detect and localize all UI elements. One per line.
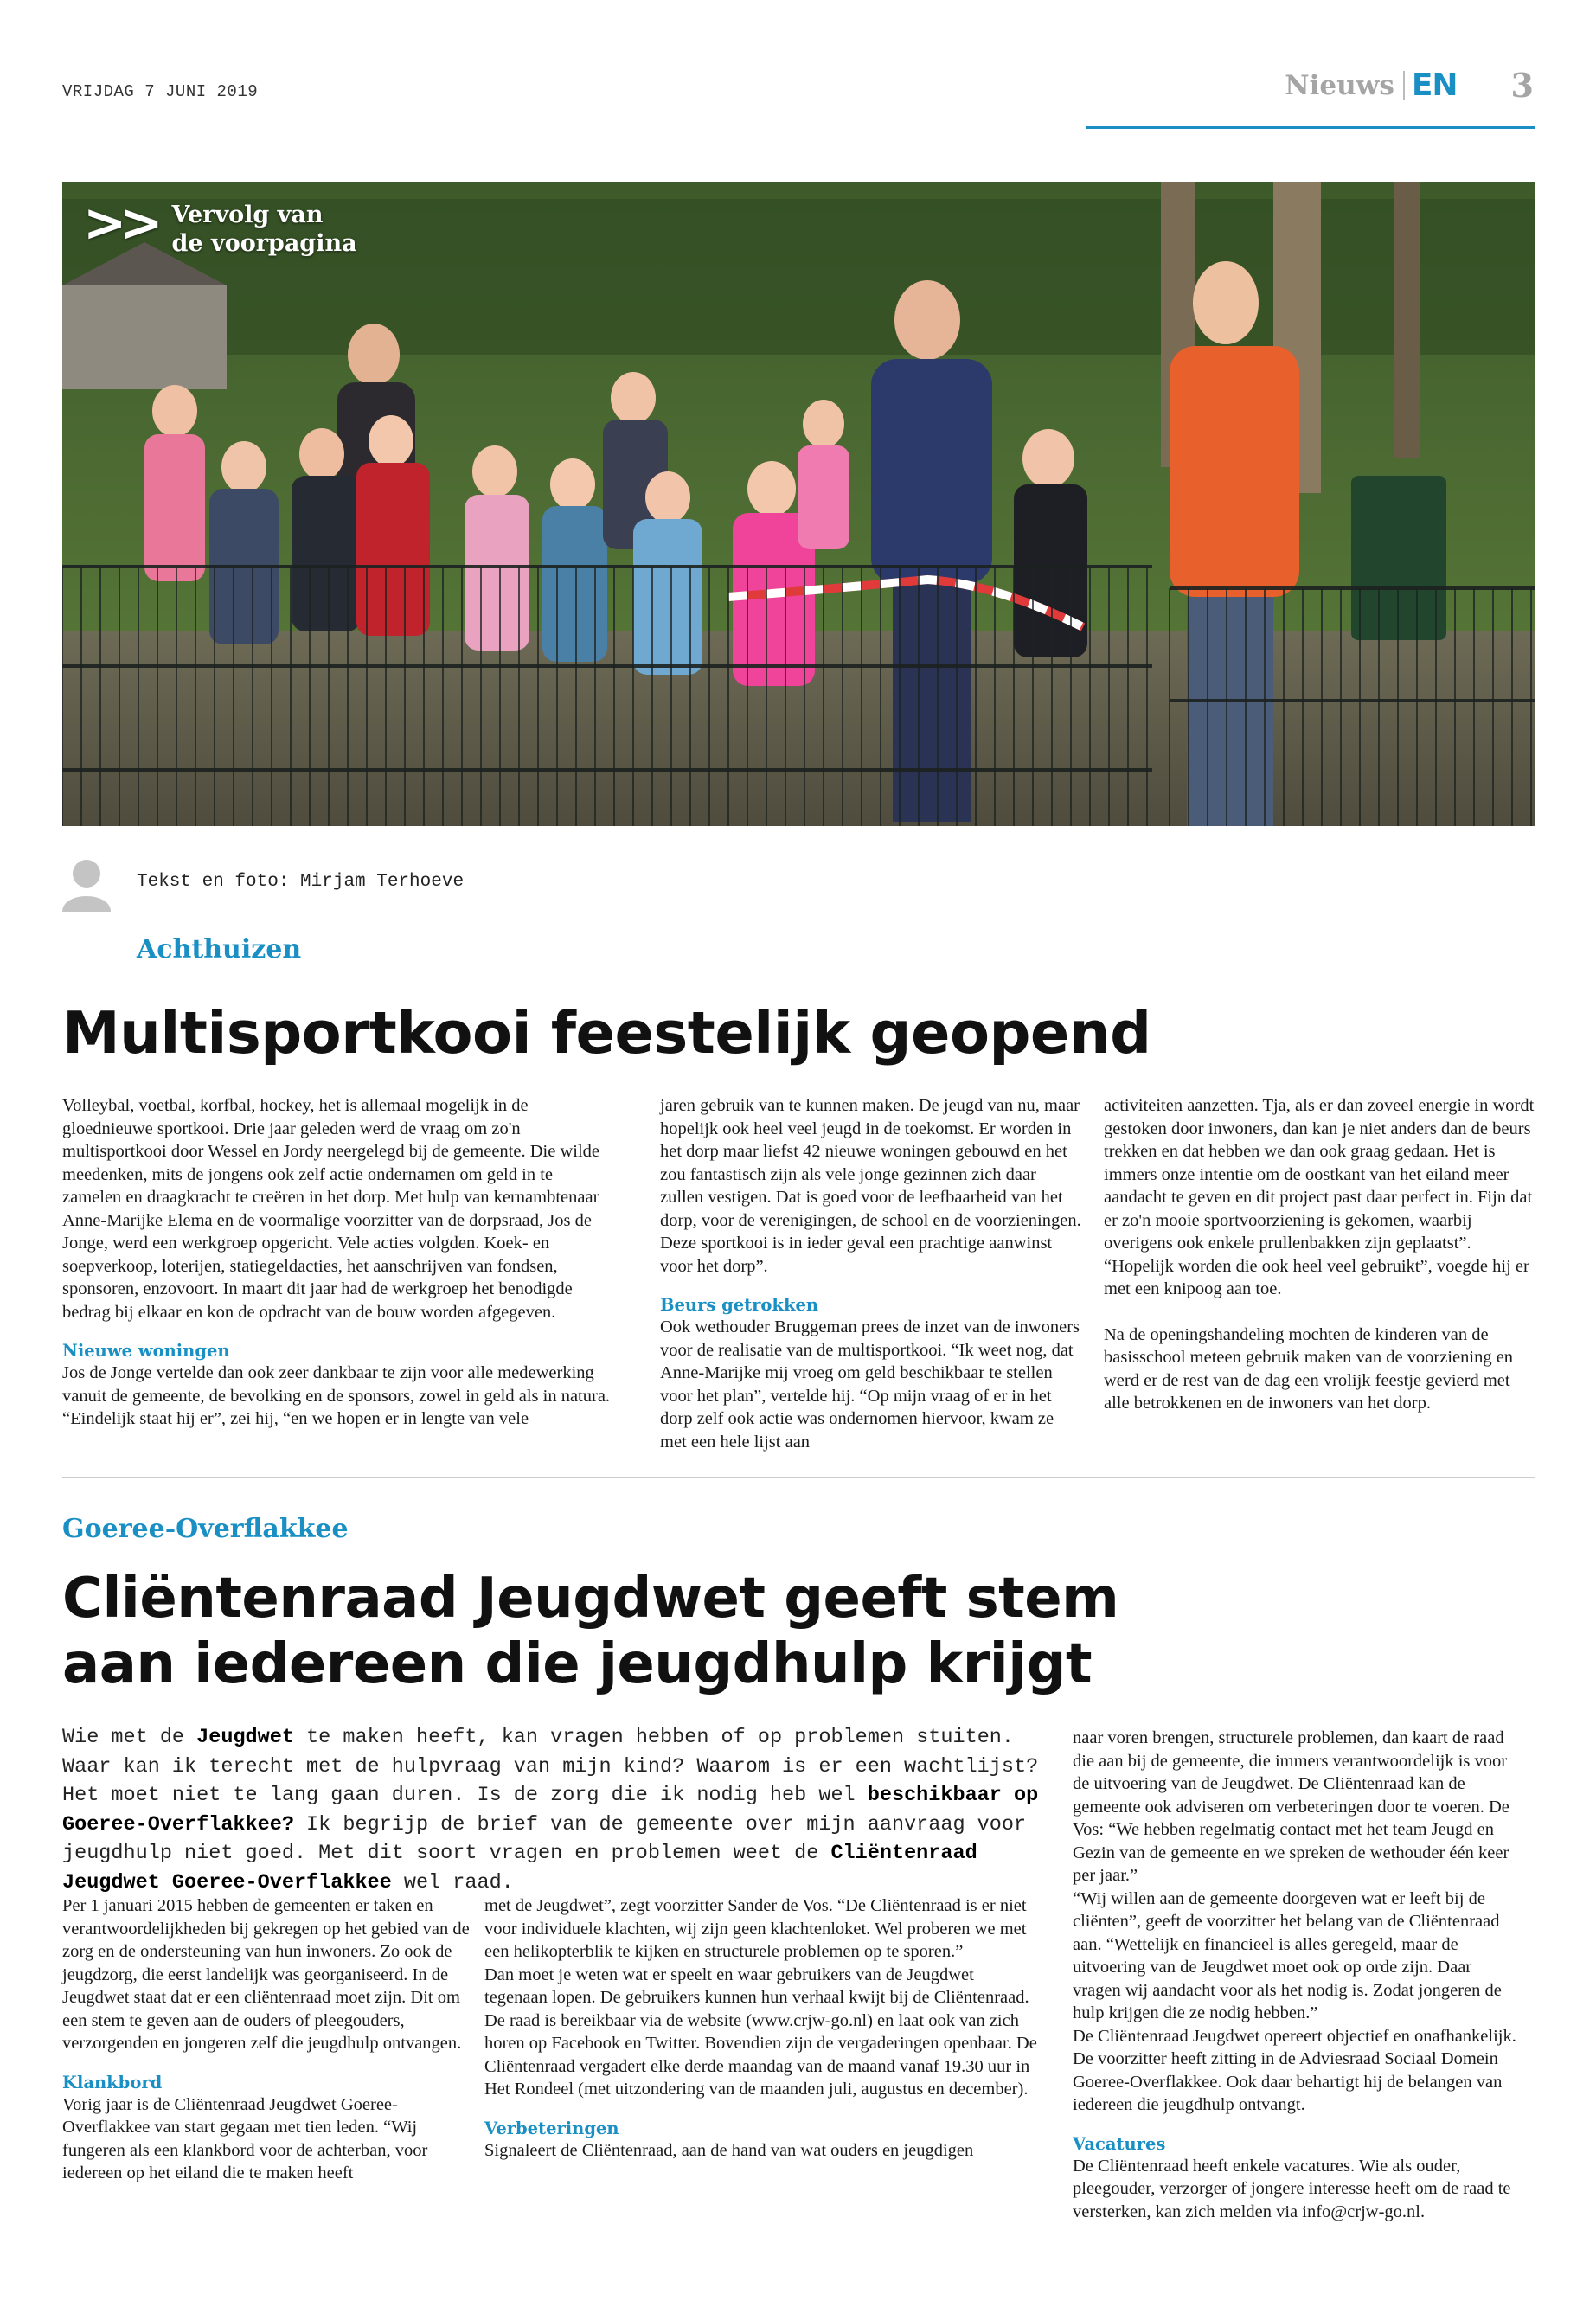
paragraph: Signaleert de Cliëntenraad, aan de hand van wat ouders en jeugdigen — [484, 2140, 974, 2160]
paragraph: naar voren brengen, structurele problemen, dan kaart de raad die aan bij de gemeente, die immers verantwoordelijk is voor de uitvoering van de Jeugdwet. De Cliëntenraad kan de gemeente ook adviseren om verbeteringen door te voeren. De Vos: “We hebben regelmatig contact met het team Jeugd en Gezin van de gemeente en we spreken de wethouder één keer per jaar.” — [1073, 1728, 1509, 1885]
paragraph: Vorig jaar is de Cliëntenraad Jeugdwet Goeree-Overflakkee van start gegaan met tien leden. “Wij fungeren als een klankbord voor de achterban, voor iedereen op het eiland die te maken heeft — [62, 2094, 428, 2182]
paragraph: Per 1 januari 2015 hebben de gemeenten er taken en verantwoordelijkheden bij gekregen op het gebied van de zorg en de ondersteuning van hun inwoners. Zo ook de jeugdzorg, die eerst landelijk was georganiseerd. In de Jeugdwet staat dat er een cliëntenraad moet zijn. Dit om een stem te geven aan de ouders of pleegouders, verzorgenden en jongeren zelf die jeugdhulp ontvangen. — [62, 1896, 470, 2053]
article1-kicker: Achthuizen — [137, 934, 302, 965]
headline-line-2: aan iedereen die jeugdhulp krijgt — [62, 1632, 1093, 1696]
photo-illustration — [62, 182, 1535, 826]
intro-text: Ik begrijp de brief van de gemeente over mijn aanvraag voor jeugdhulp niet goed. Met dit soort vragen en problemen weet de — [62, 1812, 1027, 1865]
article-divider — [62, 1477, 1535, 1478]
continuation-line-1: Vervolg van — [171, 202, 324, 228]
intro-bold: Jeugdwet — [196, 1726, 294, 1749]
article1-column-3 — [1104, 1094, 1536, 1415]
brand-logo: EN — [1411, 67, 1458, 103]
article1-column-2 — [660, 1094, 1084, 1453]
paragraph: jaren gebruik van te kunnen maken. De jeugd van nu, maar hopelijk ook heel veel jeugd in de toekomst. Er worden in het dorp maar liefst 42 nieuwe woningen gebouwd en het zou fantastisch zijn als vele jonge gezinnen zich daar zullen vestigen. Dat is goed voor de leefbaarheid van het dorp, voor de verenigingen, de school en de voorzieningen. Deze sportkooi is in ieder geval een prachtige aanwinst voor het dorp”. — [660, 1096, 1081, 1276]
issue-date: VRIJDAG 7 JUNI 2019 — [62, 82, 259, 101]
intro-text: te maken heeft, kan vragen hebben of op problemen stuiten. Waar kan ik terecht met de hulpvraag van mijn kind? Waarom is er een wachtlijst? Het moet niet te lang gaan duren. Is de zorg die ik nodig heb wel — [62, 1726, 1039, 1807]
subheading: Vacatures — [1073, 2133, 1166, 2154]
article1-headline: Multisportkooi feestelijk geopend — [62, 999, 1151, 1067]
intro-bold: Cliëntenraad Jeugdwet Goeree-Overflakkee — [62, 1842, 977, 1894]
continuation-line-2: de voorpagina — [171, 230, 357, 257]
paragraph: De Cliëntenraad Jeugdwet opereert objectief en onafhankelijk. De voorzitter heeft zitting in de Adviesraad Sociaal Domein Goeree-Overflakkee. Ook daar behartigt hij de belangen van iedereen die jeugdhulp ontvangt. — [1073, 2026, 1516, 2114]
article-photo — [62, 182, 1535, 826]
article2-column-1 — [62, 1894, 478, 2185]
paragraph: activiteiten aanzetten. Tja, als er dan zoveel energie in wordt gestoken door inwoners, dan kan je niet anders dan de beurs trekken en dat hebben we dan ook graag gedaan. Het is immers onze intentie om de oostkant van het eiland meer aandacht te geven en dit project past daar perfect in. Fijn dat er zo'n mooie sportvoorziening is gekomen, waarbij overigens ook enkele prullenbakken zijn geplaatst”. “Hopelijk worden die ook heel veel gebruikt”, voegde hij er met een knipoog aan toe. — [1104, 1096, 1535, 1298]
paragraph: met de Jeugdwet”, zegt voorzitter Sander de Vos. “De Cliëntenraad is er niet voor individuele klachten, wij zijn geen klachtenloket. Wel proberen we met een helikopterblik te kijken en structurele problemen op te sporen.” — [484, 1896, 1027, 1961]
article1-column-1 — [62, 1094, 612, 1431]
double-chevron-icon: >> — [83, 193, 157, 253]
article2-column-3 — [1073, 1727, 1522, 2223]
subheading: Beurs getrokken — [660, 1295, 819, 1315]
article2-intro — [62, 1723, 1048, 1897]
subheading: Nieuwe woningen — [62, 1341, 230, 1361]
paragraph: “Wij willen aan de gemeente doorgeven wat er leeft bij de cliënten”, geeft de voorzitter het belang van de Cliëntenraad aan. “Wettelijk en financieel is alles geregeld, maar de uitvoering van de Jeugdwet moet ook op orde zijn. Daar vragen wij aandacht voor als het nodig is. Zodat jongeren de hulp krijgen die ze nodig hebben.” — [1073, 1888, 1502, 2022]
paragraph: Dan moet je weten wat er speelt en waar gebruikers van de Jeugdwet tegenaan lopen. De gebruikers kunnen hun verhaal kwijt bij de Cliëntenraad. De raad is bereikbaar via de website (www.crjw-go.nl) en laat ook van zich horen op Facebook en Twitter. Bovendien zijn de vergaderingen openbaar. De Cliëntenraad vergadert elke derde maandag van de maand vanaf 19.30 uur in Het Rondeel (met uitzondering van de maanden juli, augustus en december). — [484, 1965, 1037, 2099]
paragraph: De Cliëntenraad heeft enkele vacatures. Wie als ouder, pleegouder, verzorger of jongere interesse heeft om de raad te versterken, kan zich melden via info@crjw-go.nl. — [1073, 2156, 1511, 2221]
subheading: Klankbord — [62, 2072, 163, 2093]
author-avatar-icon — [62, 856, 111, 912]
paragraph: Na de openingshandeling mochten de kinderen van de basisschool meteen gebruik maken van de voorziening en werd er de rest van de dag een vrolijk feestje gevierd met alle betrokkenen en de inwoners van het dorp. — [1104, 1324, 1514, 1413]
header-rule — [1086, 126, 1535, 129]
paragraph: Ook wethouder Bruggeman prees de inzet van de inwoners voor de realisatie van de multisportkooi. “Ik weet nog, dat Anne-Marijke mij vroeg om geld beschikbaar te stellen voor het plan”, vertelde hij. “Op mijn vraag of er in het dorp zelf ook actie was ondernomen hiervoor, kwam ze met een hele lijst aan — [660, 1317, 1080, 1452]
headline-line-1: Cliëntenraad Jeugdwet geeft stem — [62, 1567, 1119, 1631]
paragraph: Jos de Jonge vertelde dan ook zeer dankbaar te zijn voor alle medewerking vanuit de gemeente, de bevolking en de sponsors, zowel in geld als in natura. “Eindelijk staat hij er”, zei hij, “en we hopen er in lengte van vele — [62, 1363, 611, 1428]
article2-headline — [62, 1566, 1144, 1697]
intro-text: wel raad. — [391, 1870, 514, 1894]
article2-column-2 — [484, 1894, 1038, 2162]
intro-bold: beschikbaar op Goeree-Overflakkee? — [62, 1784, 1039, 1836]
masthead-separator — [1403, 71, 1405, 100]
paragraph: Volleybal, voetbal, korfbal, hockey, het is allemaal mogelijk in de gloednieuwe sportkooi. Drie jaar geleden werd de vraag om zo'n multisportkooi door Wessel en Jordy neergelegd bij de gemeente. Die wilde meedenken, mits de jongens ook zelf actie ondernamen om geld in te zamelen en draagkracht te creëren in het dorp. Met hulp van kernambtenaar Anne-Marijke Elema en de voormalige voorzitter van de dorpsraad, Jos de Jonge, werd een werkgroep opgericht. Vele acties volgden. Koek- en soepverkoop, loterijen, statiegeldacties, het aanschrijven van fondsen, sponsoren, enzovoort. In maart dit jaar had de werkgroep het benodigde bedrag bij elkaar en kon de opdracht van de bouw worden afgegeven. — [62, 1096, 599, 1322]
page-number: 3 — [1510, 66, 1534, 105]
section-label: Nieuws — [1285, 69, 1394, 101]
article2-kicker: Goeree-Overflakkee — [62, 1514, 349, 1544]
subheading: Verbeteringen — [484, 2118, 619, 2138]
intro-text: Wie met de — [62, 1726, 197, 1749]
photo-credit: Tekst en foto: Mirjam Terhoeve — [137, 872, 465, 892]
continuation-label — [83, 193, 357, 258]
masthead — [1285, 66, 1534, 105]
